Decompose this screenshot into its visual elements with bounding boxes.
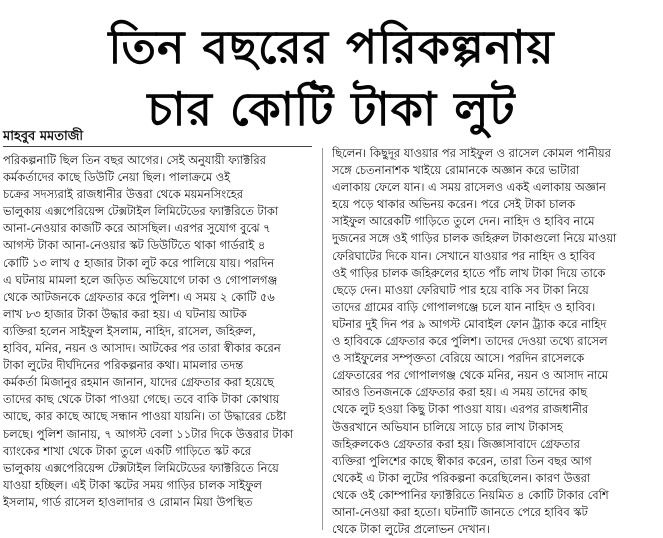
text-line: হয়ে পড়ে থাকার অভিনয় করেন। পরে সেই টাকা চালক — [332, 197, 576, 212]
text-line: কোটি ১৩ লাখ ৫ হাজার টাকা লুট করে পালিয়ে যায়। পরদিন — [3, 255, 275, 270]
text-line: আগস্ট টাকা আনা-নেওয়ার স্কট ডিউটিতে থাকা গার্ডরাই ৪ — [3, 238, 266, 253]
text-line: আনা-নেওয়া করা হতো। ঘটনাটি জানতে পেরে হাবিব স্কট — [332, 504, 588, 519]
text-line: পরিকল্পনাটি ছিল তিন বছর আগের। সেই অনুযায়ী ফ্যাক্টরির — [3, 153, 266, 167]
text-line: ঘটনার দুই দিন পর ৯ আগস্ট মোবাইল ফোন ট্র্যাক করে নাহিদ — [332, 316, 607, 331]
text-line: ভালুকায় এক্সপেরিয়েন্স টেক্সটাইল লিমিটেডের ফ্যাক্টরিতে নিয়ে — [3, 460, 279, 475]
text-line: থেকে আটজনকে গ্রেফতার করে পুলিশ। এ সময় ২ কোটি ৫৬ — [3, 289, 275, 304]
text-line: থেকেই এ টাকা লুটের পরিকল্পনা করেছিলেন। কারণ উত্তরা — [332, 470, 591, 485]
text-line: থেকে টাকা লুটের প্রলোভন দেখান। — [332, 522, 490, 537]
text-line: ও সাইফুলের সম্পৃক্ততা বেরিয়ে আসে। পরদিন রাসেলকে — [332, 351, 585, 366]
text-line: ও হাবিবকে গ্রেফতার করে পুলিশ। তাদের দেওয়া তথ্যে রাসেল — [332, 334, 608, 349]
text-line: আনা-নেওয়ার কাজটি করে আসছিল। এরপর সুযোগ বুঝে ৭ — [3, 221, 271, 236]
text-line: যাওয়া হচ্ছিল। এই টাকা স্কটের সময় গাড়ির চালক সাইফুল — [3, 477, 262, 492]
text-line: এলাকায় ফেলে যান। এ সময় রাসেলও একই এলাকায় অজ্ঞান — [332, 180, 606, 195]
text-line: কর্মকর্তাদের কাছে ডিউটি নেয়া ছিল। পালাক্রমে ওই — [3, 170, 231, 185]
text-line: ব্যক্তিরা পুলিশের কাছে স্বীকার করেন, তারা তিন বছর আগ — [332, 453, 592, 468]
text-line: চলছে। পুলিশ জানায়, ৭ আগস্ট বেলা ১১টার দিকে উত্তরার টাকা — [3, 426, 294, 441]
text-line: লাখ ৮৩ হাজার টাকা উদ্ধার করা হয়। এ ঘটনায় আটক — [3, 306, 247, 321]
text-line: টাকা লুটের দীর্ঘদিনের পরিকল্পনার কথা। মামলার তদন্ত — [3, 358, 244, 373]
byline-divider — [3, 146, 312, 147]
text-line: তাদের গ্রামের বাড়ি গোপালগঞ্জে চলে যান নাহিদ ও হাবিব। — [332, 299, 596, 314]
text-line: আছে, কার কাছে আছে সন্ধান পাওয়া যায়নি। তা উদ্ধারের চেষ্টা — [3, 409, 287, 424]
text-line: আরও তিনজনকে গ্রেফতার করা হয়। এ সময় তাদের কাছ — [332, 385, 588, 400]
headline-line-2: চার কোটি টাকা লুট — [147, 82, 516, 136]
text-line: ওই গাড়ির চালক জহিরুলের হাতে পাঁচ লাখ টাকা দিয়ে তাকে — [332, 265, 606, 280]
text-line: থেকে ওই কোম্পানির ফ্যাক্টরিতে নিয়মিত ৪ কোটি টাকার বেশি — [332, 487, 609, 502]
headline-line-1: তিন বছরের পরিকল্পনায় — [108, 20, 555, 74]
text-line: এ ঘটনায় মামলা হলে জড়িত অভিযোগে ঢাকা ও গোপালগঞ্জ — [3, 272, 278, 287]
text-line: গ্রেফতারের পর গোপালগঞ্জ থেকে মনির, নয়ন ও আসাদ নামে — [332, 368, 609, 383]
text-line: চক্রের সদস্যরাই রাজধানীর উত্তরা থেকে ময়মনসিংহের — [3, 187, 244, 202]
text-line: ছেড়ে দেন। মাওয়া ফেরিঘাট পার হয়ে বাকি সব টাকা নিয়ে — [332, 282, 589, 297]
text-line: ভালুকায় এক্সপেরিয়েন্স টেক্সটাইল লিমিটেডের ফ্যাক্টরিতে টাকা — [3, 204, 279, 219]
text-line: ফেরিঘাটের দিকে যান। সেখানে যাওয়ার পর নাহিদ ও হাবিব — [332, 248, 596, 263]
text-line: জহিরুলকেও গ্রেফতার করা হয়। জিজ্ঞাসাবাদে গ্রেফতার — [332, 436, 580, 451]
article-column-left — [3, 152, 315, 511]
text-line: ছিলেন। কিছুদূর যাওয়ার পর সাইফুল ও রাসেল কোমল পানীয়র — [332, 146, 611, 160]
headline — [0, 16, 663, 140]
text-line: ইসলাম, গার্ড রাসেল হাওলাদার ও রোমান মিয়া উপস্থিত — [3, 494, 253, 509]
text-line: উত্তরখানে অভিযান চালিয়ে সাড়ে চার লাখ টাকাসহ — [332, 419, 563, 434]
column-divider — [322, 148, 323, 530]
text-line: ব্যাংকের শাখা থেকে টাকা তুলে একটি গাড়িতে স্কট করে — [3, 443, 251, 458]
text-line: তাদের কাছ থেকে টাকা পাওয়া গেছে। তবে বাকি টাকা কোথায় — [3, 392, 280, 407]
text-line: দুজনের সঙ্গে ওই গাড়ির চালক জহিরুল টাকাগুলো নিয়ে মাওয়া — [332, 231, 617, 246]
text-line: ব্যক্তিরা হলেন সাইফুল ইসলাম, নাহিদ, রাসেল, জহিরুল, — [3, 323, 256, 338]
text-line: কর্মকর্তা মিজানুর রহমান জানান, যাদের গ্রেফতার করা হয়েছে — [3, 375, 274, 390]
text-line: থেকে লুট হওয়া কিছু টাকা পাওয়া যায়। এরপর রাজধানীর — [332, 402, 589, 417]
text-line: হাবিব, মনির, নয়ন ও আসাদ। আটকের পর তারা স্বীকার করেন — [3, 341, 281, 356]
article-column-right — [332, 145, 657, 538]
text-line: সঙ্গে চেতনানাশক খাইয়ে রোমানকে অজ্ঞান করে ভাটারা — [332, 163, 580, 178]
text-line: সাইফুল আরেকটি গাড়িতে তুলে দেন। নাহিদ ও হাবিব নামে — [332, 214, 595, 229]
byline-author: মাহবুব মমতাজী — [3, 129, 84, 144]
